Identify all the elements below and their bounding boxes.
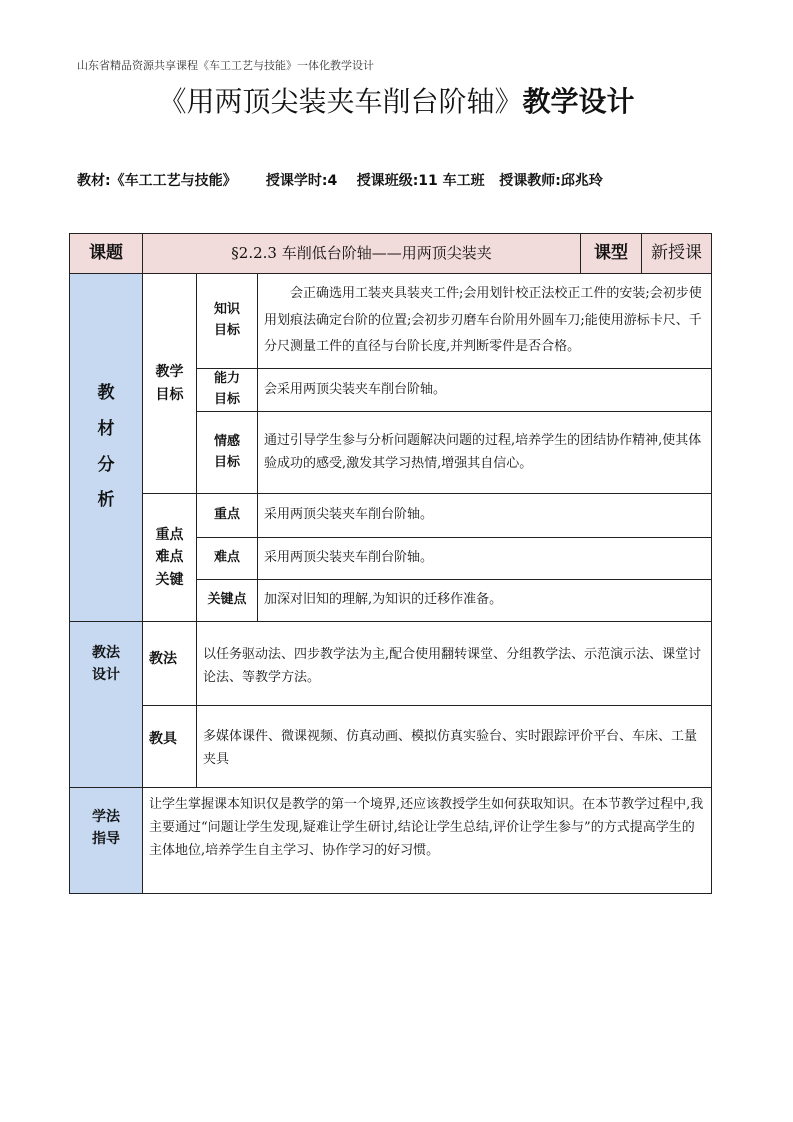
difficulty-label: 难点: [196, 537, 258, 580]
analysis-label: 教材分析: [69, 273, 143, 622]
emotion-label: 情感目标: [196, 411, 258, 494]
key-label: 关键点: [196, 579, 258, 622]
keys-label: 重点难点关键: [142, 493, 197, 622]
meta-hours: 授课学时:4: [265, 173, 338, 189]
goals-label: 教学目标: [142, 273, 197, 494]
type-label: 课型: [580, 233, 642, 274]
type-value: 新授课: [641, 233, 712, 274]
focus-label: 重点: [196, 493, 258, 538]
key-text: 加深对旧知的理解,为知识的迁移作准备。: [257, 579, 712, 622]
knowledge-text: 会正确选用工装夹具装夹工件;会用划针校正法校正工件的安装;会初步使用划痕法确定台阶的位置;会初步刃磨车台阶用外圆车刀;能使用游标卡尺、千分尺测量工件的直径与台阶长度,并判断零件是否合格。: [257, 273, 712, 369]
page-title: [0, 80, 793, 120]
ability-text: 会采用两顶尖装夹车削台阶轴。: [257, 368, 712, 412]
study-text: 让学生掌握课本知识仅是教学的第一个境界,还应该教授学生如何获取知识。在本节教学过程中,我主要通过“问题让学生发现,疑难让学生研讨,结论让学生总结,评价让学生参与”的方式提高学生的主体地位,培养学生自主学习、协作学习的好习惯。: [142, 787, 712, 894]
ability-label: 能力目标: [196, 368, 258, 412]
meta-textbook: 教材:《车工工艺与技能》: [77, 173, 237, 189]
emotion-text: 通过引导学生参与分析问题解决问题的过程,培养学生的团结协作精神,使其体验成功的感受,激发其学习热情,增强其自信心。: [257, 411, 712, 494]
title-suffix: 教学设计: [522, 85, 635, 118]
study-label: 学法指导: [69, 787, 143, 894]
method-label: 教法: [142, 621, 197, 706]
meta-class: 授课班级:11 车工班: [356, 173, 485, 189]
knowledge-label: 知识目标: [196, 273, 258, 369]
meta-line: [77, 170, 603, 190]
header-note: 山东省精品资源共享课程《车工工艺与技能》一体化教学设计: [77, 59, 374, 72]
method-text: 以任务驱动法、四步教学法为主,配合使用翻转课堂、分组教学法、示范演示法、课堂讨论法、等教学方法。: [196, 621, 712, 706]
title-main: 《用两顶尖装夹车削台阶轴》: [158, 85, 523, 118]
difficulty-text: 采用两顶尖装夹车削台阶轴。: [257, 537, 712, 580]
tools-text: 多媒体课件、微课视频、仿真动画、模拟仿真实验台、实时跟踪评价平台、车床、工量夹具: [196, 705, 712, 788]
topic-value: §2.2.3 车削低台阶轴——用两顶尖装夹: [142, 233, 581, 274]
meta-teacher: 授课教师:邱兆玲: [499, 173, 603, 189]
topic-label: 课题: [69, 233, 143, 274]
method-design-label: 教法设计: [69, 621, 143, 788]
focus-text: 采用两顶尖装夹车削台阶轴。: [257, 493, 712, 538]
tools-label: 教具: [142, 705, 197, 788]
